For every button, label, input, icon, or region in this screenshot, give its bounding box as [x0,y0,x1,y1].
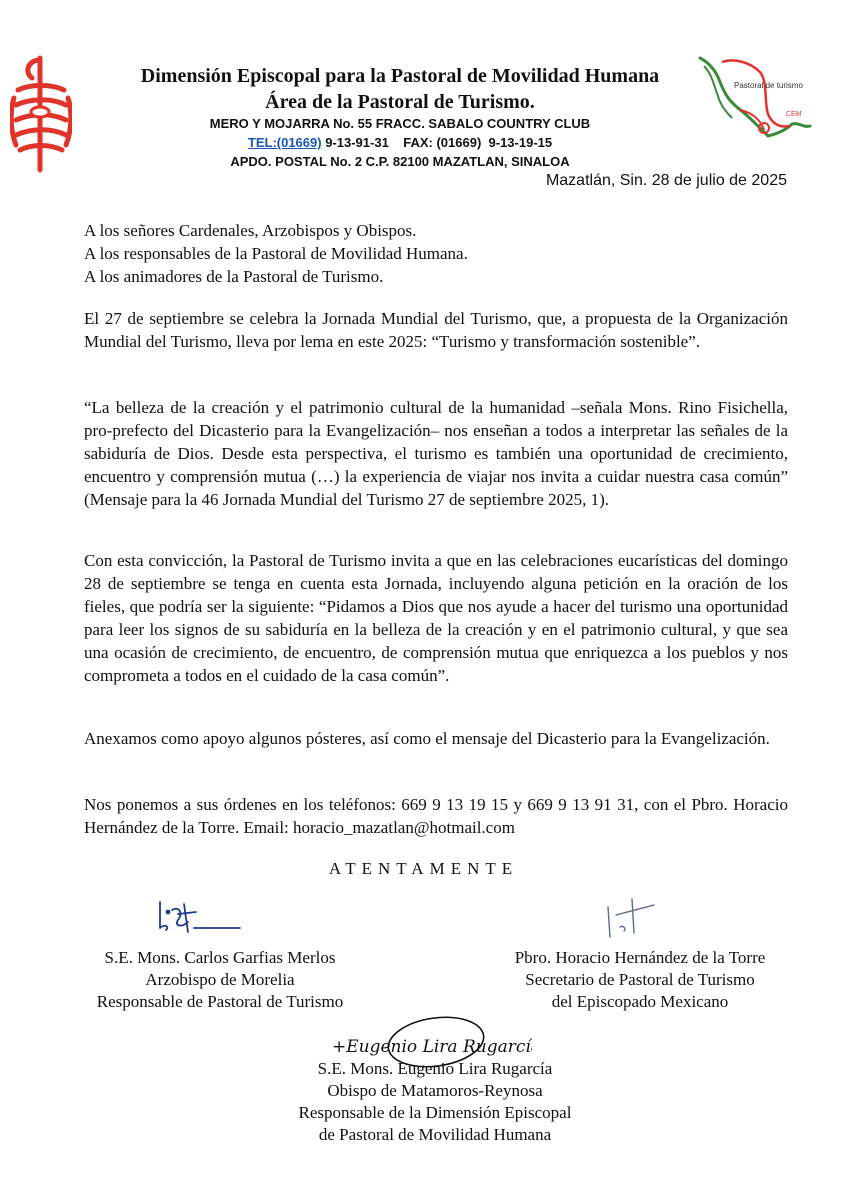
letter-date: Mazatlán, Sin. 28 de julio de 2025 [545,172,787,189]
signatory-left [60,947,380,1013]
letterhead-address: MERO Y MOJARRA No. 55 FRACC. SABALO COUNTRY CLUB [209,116,591,131]
letterhead-postal: APDO. POSTAL No. 2 C.P. 82100 MAZATLAN, SINALOA [230,154,570,169]
paragraph-contact: Nos ponemos a sus órdenes en los teléfonos: 669 9 13 19 15 y 669 9 13 91 31, con el Pbro. Horacio Hernández de la Torre. Email: horacio_mazatlan@hotmail.com [84,795,788,837]
signature-left [150,898,245,943]
pastoral-turismo-logo [694,52,819,157]
letterhead-phone [70,135,730,150]
paragraph-petition: Con esta convicción, la Pastoral de Turismo invita a que en las celebraciones eucarísticas del domingo 28 de septiembre se tenga en cuenta esta Jornada, incluyendo alguna petición en la oración de los fieles, que podría ser la siguiente: “Pidamos a Dios que nos ayude a hacer del turismo una oportunidad para leer los signos de su sabiduría en la belleza de la creación y en el patrimonio cultural, y que sea una ocasión de crecimiento, de encuentro, de comprensión mutua que enriquezca a los pueblos y nos comprometa a todos en el cuidado de la casa común”. [84,551,788,685]
salutation-line: A los responsables de la Pastoral de Movilidad Humana. [84,244,468,263]
salutation-line: A los animadores de la Pastoral de Turismo. [84,267,384,286]
phone-fax: 9-13-91-31 FAX: (01669) 9-13-19-15 [321,135,553,150]
signatory-right-role: Secretario de Pastoral de Turismo [525,970,755,989]
letterhead-title: Dimensión Episcopal para la Pastoral de Movilidad Humana [140,65,660,87]
signatory-right-name: Pbro. Horacio Hernández de la Torre [514,948,766,967]
diocese-logo [10,50,72,180]
signatory-center-role: Responsable de la Dimensión Episcopal [298,1103,572,1122]
signatory-center [240,1058,630,1146]
salutation-line: A los señores Cardenales, Arzobispos y Obispos. [84,221,417,240]
signatory-center-role: Obispo de Matamoros-Reynosa [327,1081,543,1100]
signatory-left-role: Arzobispo de Morelia [145,970,295,989]
signatory-left-role: Responsable de Pastoral de Turismo [96,992,344,1011]
paragraph-quote: “La belleza de la creación y el patrimonio cultural de la humanidad –señala Mons. Rino Fisichella, pro-prefecto del Dicasterio para la Evangelización– nos enseñan a todos a interpretar las señales de la sabiduría de Dios. Desde esta perspectiva, el turismo es también una oportunidad de crecimiento, encuentro y comprensión mutua (…) la experiencia de viajar nos invita a cuidar nuestra casa común” (Mensaje para la 46 Jornada Mundial del Turismo 27 de septiembre 2025, 1). [84,398,788,509]
signature-center-text: +Eugenio Lira Rugarcía [332,1037,532,1057]
signature-right [602,893,662,946]
letterhead-subtitle: Área de la Pastoral de Turismo. [265,91,535,113]
paragraph-annex: Anexamos como apoyo algunos pósteres, así como el mensaje del Dicasterio para la Evangelización. [84,729,770,748]
closing-atentamente: ATENTAMENTE [328,859,519,878]
signatory-right-role: del Episcopado Mexicano [551,992,729,1011]
logo-badge: CEM [786,111,802,118]
logo-text: Pastoral de turismo [734,81,803,90]
signatory-left-name: S.E. Mons. Carlos Garfias Merlos [104,948,336,967]
signatory-right [480,947,800,1013]
paragraph-jornada: El 27 de septiembre se celebra la Jornada Mundial del Turismo, que, a propuesta de la Organización Mundial del Turismo, lleva por lema en este 2025: “Turismo y transformación sostenible”. [84,309,788,351]
salutation-block [84,219,788,288]
signatory-center-name: S.E. Mons. Eugenio Lira Rugarcía [317,1059,553,1078]
signatory-center-role: de Pastoral de Movilidad Humana [318,1125,552,1144]
phone-link[interactable]: TEL:(01669) [247,135,322,150]
